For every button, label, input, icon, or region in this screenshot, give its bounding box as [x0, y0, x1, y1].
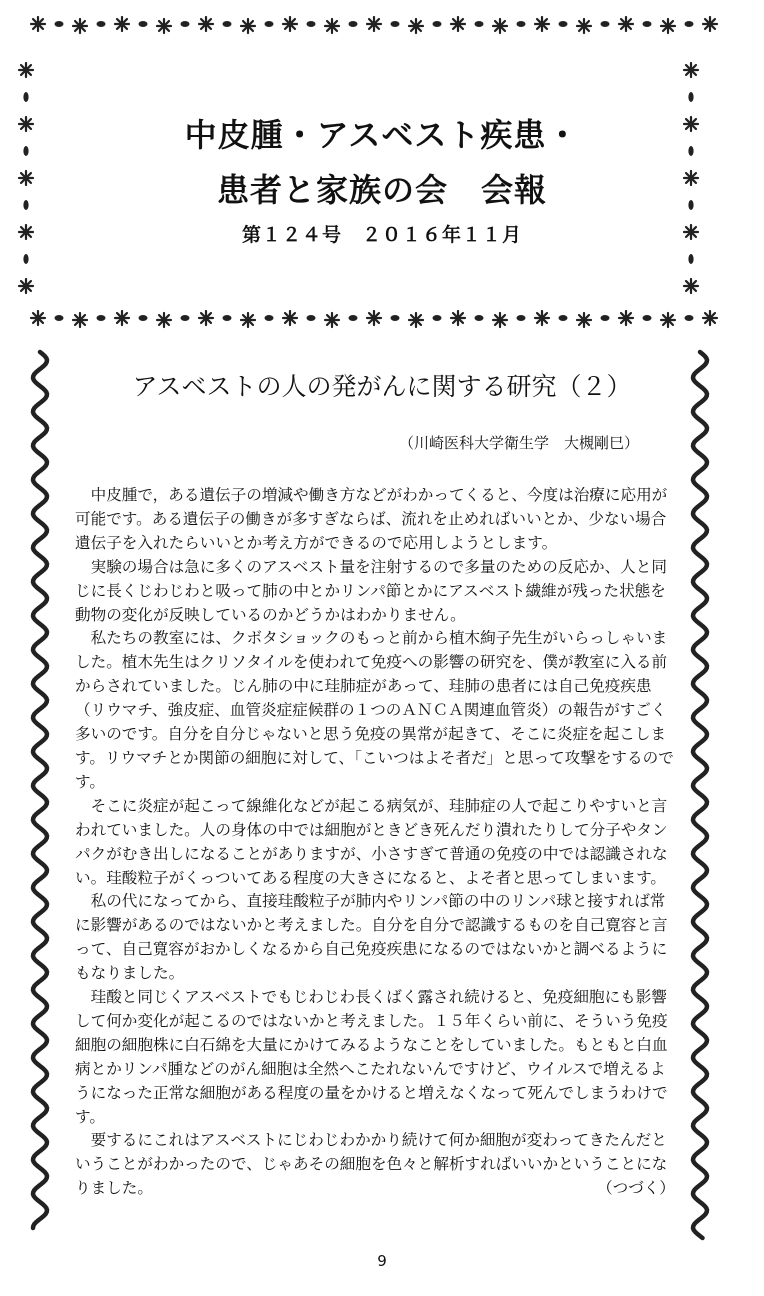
paragraph: 珪酸と同じくアスベストでもじわじわ長くばく露され続けると、免疫細胞にも影響して何か変化が起こるのではないかと考えました。１５年くらい前に、そういう免疫細胞の細胞株に白石綿を大量にかけてみるようなことをしていました。もともと白血病とかリンパ腫などのがん細胞は全然へこたれないんですけど、ウイルスで増えるようになった正常な細胞がある程度の量をかけると増えなくなって死んでしまうわけです。 [75, 988, 668, 1126]
asterisk-star-icon [199, 17, 213, 31]
dot-icon [349, 315, 358, 321]
asterisk-star-icon [367, 311, 381, 325]
dot-icon [433, 315, 442, 321]
asterisk-star-icon [325, 313, 339, 327]
page-number: 9 [377, 1252, 387, 1270]
dot-icon [685, 21, 694, 27]
dot-icon [55, 21, 64, 27]
asterisk-star-icon [577, 313, 591, 327]
asterisk-star-icon [661, 19, 675, 33]
dot-icon [223, 315, 232, 321]
asterisk-star-icon [493, 313, 507, 327]
asterisk-star-icon [619, 17, 633, 31]
paragraph: 実験の場合は急に多くのアスベスト量を注射するので多量のための反応か、人と同じに長くじわじわと吸って肺の中とかリンパ節とかにアスベスト繊維が残った状態を動物の変化が反映しているのかどうかはわかりません。 [75, 557, 667, 624]
asterisk-star-icon [577, 19, 591, 33]
asterisk-star-icon [115, 311, 129, 325]
wavy-border-line [693, 352, 707, 1238]
dot-icon [139, 21, 148, 27]
asterisk-star-icon [703, 311, 717, 325]
asterisk-star-icon [367, 17, 381, 31]
newsletter-title-line1: 中皮腫・アスベスト疾患・ [184, 116, 580, 154]
article-body [75, 484, 675, 1201]
dot-icon [559, 315, 568, 321]
paragraph: そこに炎症が起こって線維化などが起こる病気が、珪肺症の人で起こりやすいと言われていました。人の身体の中では細胞がときどき死んだり潰れたりして分子やタンパクがむき出しになることがありますが、小さすぎて普通の免疫の中では認識されない。珪酸粒子がくっついてある程度の大きさになると、よそ者と思ってしまいます。 [75, 796, 668, 887]
asterisk-star-icon [535, 311, 549, 325]
paragraph: 要するにこれはアスベストにじわじわかかり続けて何か細胞が変わってきたんだということがわかったので、じゃあその細胞を色々と解析すればいいかということになりました。 [75, 1131, 668, 1198]
asterisk-star-icon [619, 311, 633, 325]
issue-line: 第１２４号 ２０１６年１１月 [241, 224, 522, 246]
article-author: （川崎医科大学衛生学 大槻剛巳） [398, 434, 639, 452]
dot-icon [601, 315, 610, 321]
dot-icon [685, 315, 694, 321]
asterisk-star-icon [684, 279, 698, 293]
asterisk-star-icon [19, 279, 33, 293]
dot-icon [475, 315, 484, 321]
asterisk-star-icon [535, 17, 549, 31]
asterisk-star-icon [31, 17, 45, 31]
dot-icon [601, 21, 610, 27]
asterisk-star-icon [493, 19, 507, 33]
dot-icon [517, 21, 526, 27]
dot-icon [559, 21, 568, 27]
dot-icon [688, 254, 693, 264]
dot-icon [307, 21, 316, 27]
dot-icon [97, 315, 106, 321]
dot-icon [223, 21, 232, 27]
asterisk-star-icon [115, 17, 129, 31]
newsletter-title-line2: 患者と家族の会 会報 [216, 171, 547, 209]
to-be-continued: （つづく） [597, 1179, 675, 1198]
asterisk-star-icon [684, 63, 698, 77]
dot-icon [55, 315, 64, 321]
asterisk-star-icon [451, 311, 465, 325]
dot-icon [349, 21, 358, 27]
article-title: アスベストの人の発がんに関する研究（２） [132, 372, 632, 401]
dot-icon [307, 315, 316, 321]
dot-icon [97, 21, 106, 27]
dot-icon [23, 92, 28, 102]
asterisk-star-icon [283, 311, 297, 325]
dot-icon [391, 21, 400, 27]
asterisk-star-icon [325, 19, 339, 33]
asterisk-star-icon [73, 313, 87, 327]
paragraph: 中皮腫で，ある遺伝子の増減や働き方などがわかってくると、今度は治療に応用が可能です。ある遺伝子の働きが多すぎならば、流れを止めればいいとか、少ない場合遺伝子を入れたらいいとか考え方ができるので応用しようとします。 [75, 486, 668, 552]
asterisk-star-icon [283, 17, 297, 31]
dot-icon [475, 21, 484, 27]
asterisk-star-icon [241, 19, 255, 33]
dot-icon [643, 21, 652, 27]
left-wavy-border [33, 352, 47, 1228]
wavy-border-line [33, 352, 47, 1228]
asterisk-star-icon [451, 17, 465, 31]
asterisk-star-icon [157, 313, 171, 327]
dot-icon [139, 315, 148, 321]
dot-icon [265, 315, 274, 321]
paragraph: 私の代になってから、直接珪酸粒子が肺内やリンパ節の中のリンパ球と接すれば常に影響があるのではないかと考えました。自分を自分で認識するものを自己寛容と言って、自己寛容がおかしくなるから自己免疫疾患になるのではないかと調べるようにもなりました。 [75, 892, 668, 983]
asterisk-star-icon [19, 63, 33, 77]
asterisk-star-icon [409, 19, 423, 33]
asterisk-star-icon [73, 19, 87, 33]
asterisk-star-icon [31, 311, 45, 325]
asterisk-star-icon [199, 311, 213, 325]
asterisk-star-icon [241, 313, 255, 327]
dot-icon [433, 21, 442, 27]
dot-icon [181, 315, 190, 321]
asterisk-star-icon [703, 17, 717, 31]
dot-icon [181, 21, 190, 27]
asterisk-star-icon [661, 313, 675, 327]
dot-icon [643, 315, 652, 321]
dot-icon [517, 315, 526, 321]
dot-icon [391, 315, 400, 321]
right-wavy-border [693, 352, 707, 1238]
paragraph: 私たちの教室には、クボタショックのもっと前から植木絢子先生がいらっしゃいました。植木先生はクリソタイルを使われて免疫への影響の研究を、僕が教室に入る前からされていました。じん肺の中に珪肺症があって、珪肺の患者には自己免疫疾患（リウマチ、強皮症、血管炎症症候群の１つのＡＮＣＡ関連血管炎）の報告がすごく多いのです。自分を自分じゃないと思う免疫の異常が起きて、そこに炎症を起こします。リウマチとか関節の細胞に対して、「こいつはよそ者だ」と思って攻撃をするのです。 [75, 629, 674, 791]
dot-icon [265, 21, 274, 27]
dot-icon [23, 254, 28, 264]
asterisk-star-icon [409, 313, 423, 327]
dot-icon [688, 92, 693, 102]
asterisk-star-icon [157, 19, 171, 33]
